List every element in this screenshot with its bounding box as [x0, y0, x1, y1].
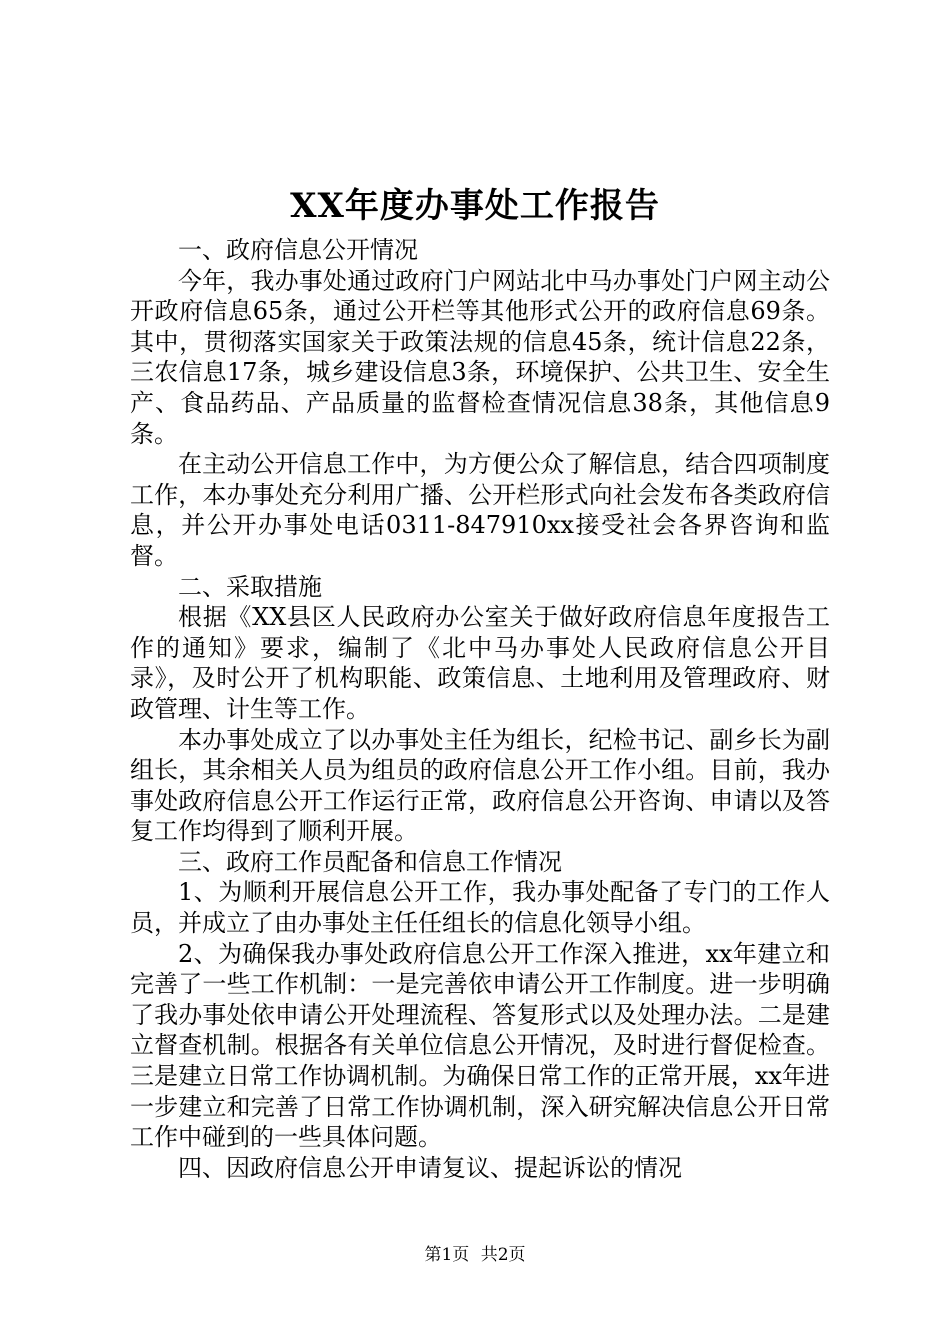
page-number: 第1页 [424, 1245, 470, 1265]
section-heading: 二、采取措施 [178, 572, 322, 601]
section-heading: 四、因政府信息公开申请复议、提起诉讼的情况 [178, 1153, 682, 1182]
paragraph: 本办事处成立了以办事处主任为组长，纪检书记、副乡长为副组长，其余相关人员为组员的政府信息公开工作小组。目前，我办事处政府信息公开工作运行正常，政府信息公开咨询、申请以及答复工作均得到了顺利开展。 [130, 725, 830, 846]
paragraph: 1、为顺利开展信息公开工作，我办事处配备了专门的工作人员，并成立了由办事处主任任组长的信息化领导小组。 [130, 878, 830, 938]
page-total: 共2页 [480, 1245, 526, 1265]
page-footer [0, 1244, 950, 1266]
paragraph: 今年，我办事处通过政府门户网站北中马办事处门户网主动公开政府信息65条，通过公开栏等其他形式公开的政府信息69条。其中，贯彻落实国家关于政策法规的信息45条，统计信息22条，三农信息17条，城乡建设信息3条，环境保护、公共卫生、安全生产、食品药品、产品质量的监督检查情况信息38条，其他信息9条。 [130, 266, 830, 448]
section-heading: 一、政府信息公开情况 [178, 236, 418, 264]
paragraph: 2、为确保我办事处政府信息公开工作深入推进，xx年建立和完善了一些工作机制：一是完善依申请公开工作制度。进一步明确了我办事处依申请公开处理流程、答复形式以及处理办法。二是建立督查机制。根据各有关单位信息公开情况，及时进行督促检查。三是建立日常工作协调机制。为确保日常工作的正常开展，xx年进一步建立和完善了日常工作协调机制，深入研究解决信息公开日常工作中碰到的一些具体问题。 [130, 939, 830, 1152]
paragraph: 在主动公开信息工作中，为方便公众了解信息，结合四项制度工作，本办事处充分利用广播、公开栏形式向社会发布各类政府信息，并公开办事处电话0311-847910xx接受社会各界咨询和监督。 [130, 450, 830, 570]
document-body [130, 235, 830, 1183]
section-heading: 三、政府工作员配备和信息工作情况 [178, 847, 562, 876]
document-title: XX年度办事处工作报告 [290, 186, 660, 226]
paragraph: 根据《XX县区人民政府办公室关于做好政府信息年度报告工作的通知》要求，编制了《北中马办事处人民政府信息公开目录》，及时公开了机构职能、政策信息、土地利用及管理政府、财政管理、计生等工作。 [130, 603, 830, 723]
